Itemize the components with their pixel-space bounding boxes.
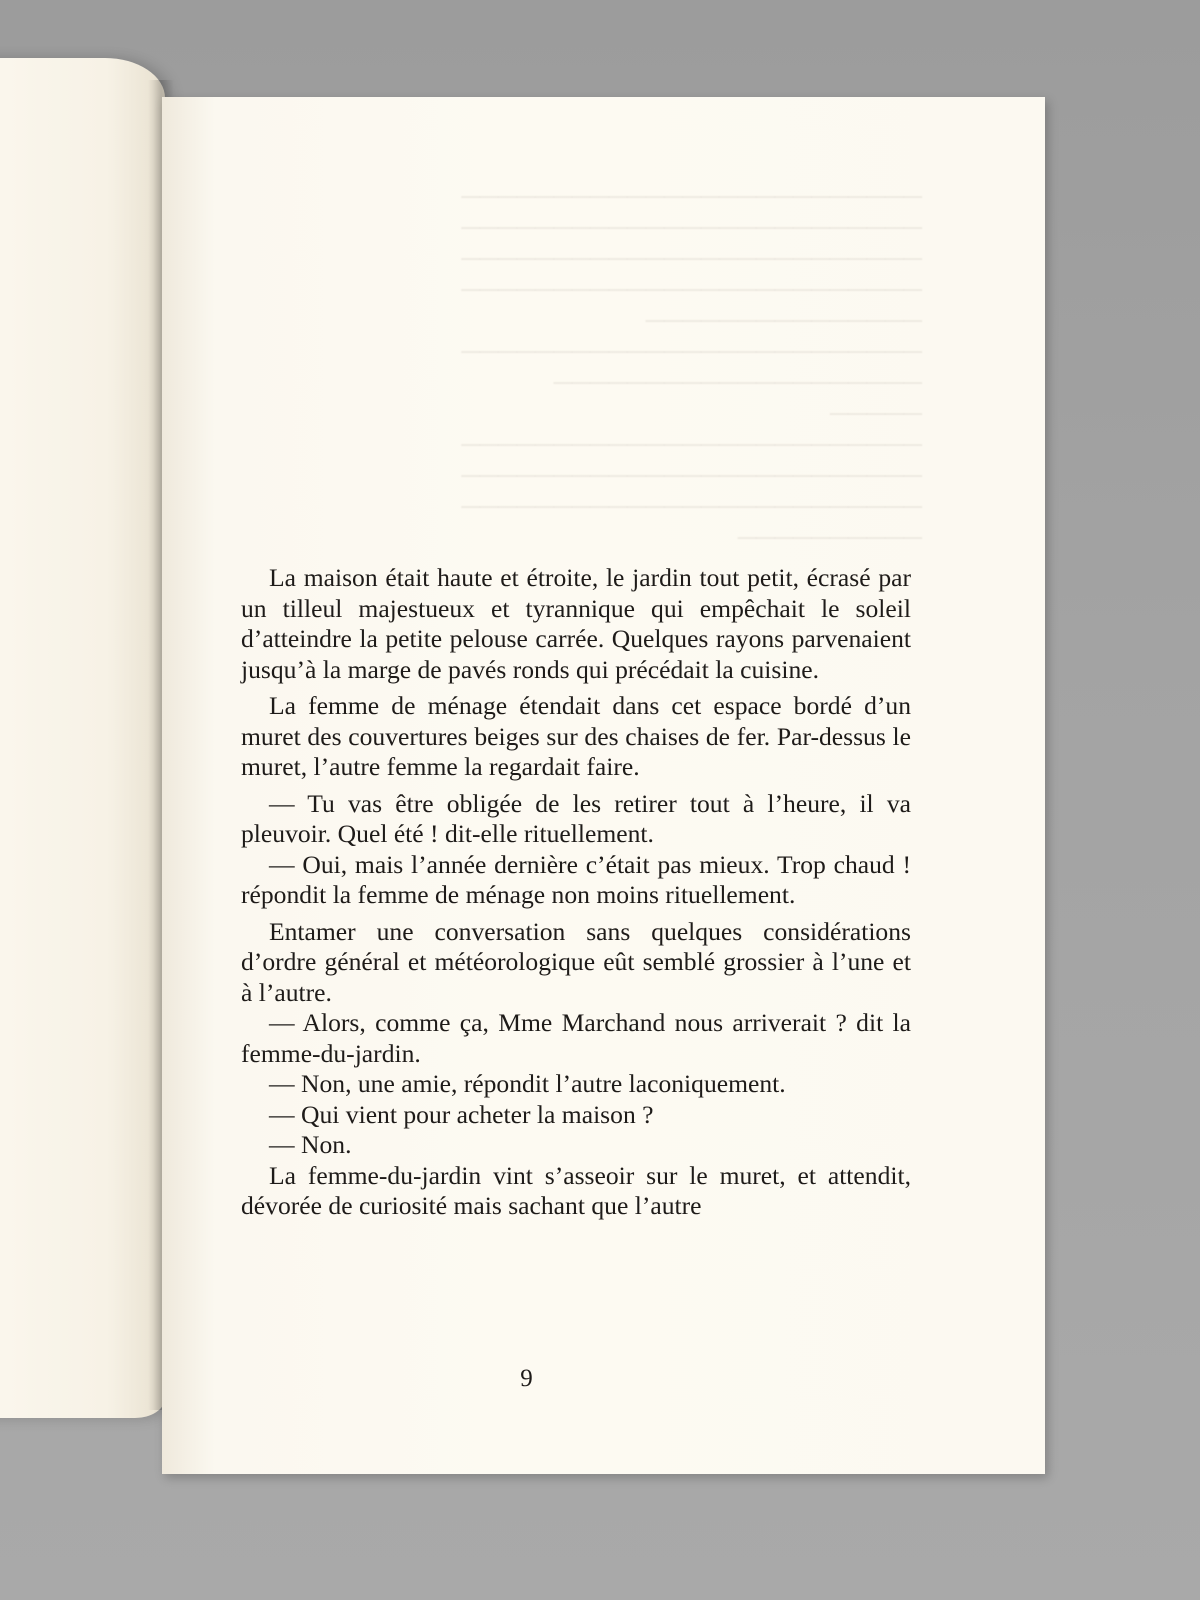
paragraph: La femme-du-jardin vint s’asseoir sur le muret, et attendit, dévorée de curiosité mais sachant que l’autre [241,1160,911,1220]
paragraph: La femme de ménage étendait dans cet espace bordé d’un muret des couvertures beiges sur des chaises de fer. Par-dessus le muret, l’autre femme la regardait faire. [241,691,911,781]
dialogue-line: — Tu vas être obligée de les retirer tout à l’heure, il va pleuvoir. Quel été ! dit-elle rituellement. [241,788,911,848]
dialogue-line: — Non. [269,1130,352,1159]
dialogue-line: — Oui, mais l’année dernière c’était pas mieux. Trop chaud ! répondit la femme de ménage non moins rituellement. [241,849,911,909]
paragraph: Entamer une conversation sans quelques considérations d’ordre général et météorologique eût semblé grossier à l’une et à l’autre. [241,916,911,1007]
dialogue-line: — Non, une amie, répondit l’autre laconiquement. [269,1069,786,1098]
page-number: 9 [520,1365,533,1392]
show-through-texture: ───────────────────────── ───────────────────────── ───────────────────────── ───────────────────────── ─────────────── ───────────────────────── ──────────────────── ───── ───────────────────────── ───────────────────────── ───────────────────────── ────────── [461,182,922,552]
paragraph: La maison était haute et étroite, le jardin tout petit, écrasé par un tilleul majestueux et tyrannique qui empêchait le soleil d’atteindre la petite pelouse carrée. Quelques rayons parvenaient jusqu’à la marge de pavés ronds qui précédait la cuisine. [241,563,911,684]
dialogue-line: — Alors, comme ça, Mme Marchand nous arriverait ? dit la femme-du-jardin. [241,1008,911,1068]
body-text [241,563,911,1222]
book-page [162,97,1045,1474]
dialogue-line: — Qui vient pour acheter la maison ? [269,1099,654,1129]
previous-page [0,58,165,1418]
